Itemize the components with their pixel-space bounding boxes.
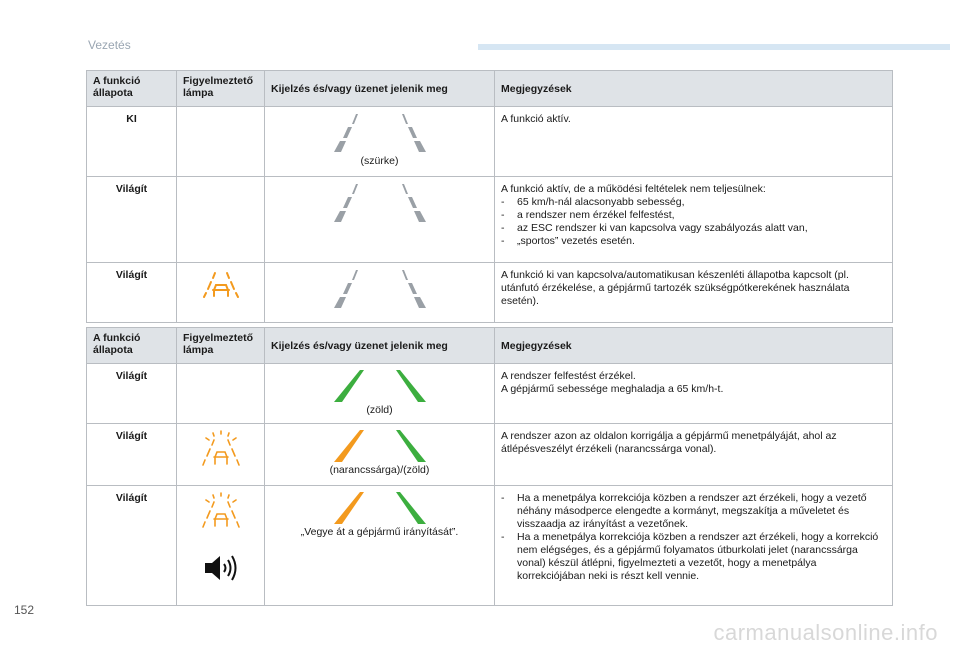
note-text: A funkció aktív. xyxy=(501,113,571,125)
lane-marking-icon xyxy=(320,183,440,223)
list-item: - „sportos” vezetés esetén. xyxy=(501,235,635,247)
display-cell xyxy=(265,364,495,424)
list-item: - Ha a menetpálya korrekciója közben a rendszer azt érzékeli, hogy a vezető néhány másodperce elengedte a kormányt, megszakítja a műveletet és visszaadja az irányítást a vezetőnek. xyxy=(501,492,867,530)
table-row xyxy=(87,424,893,486)
state-cell: Világít xyxy=(87,424,177,486)
note-text: A funkció aktív, de a működési feltételek nem teljesülnek: xyxy=(501,183,766,195)
state-cell: Világít xyxy=(87,263,177,323)
state-cell: Világít xyxy=(87,486,177,606)
header-lamp: Figyelmeztető lámpa xyxy=(177,328,265,364)
display-caption: „Vegye át a gépjármű irányítását”. xyxy=(300,526,459,538)
display-caption: (zöld) xyxy=(366,404,393,416)
header-display: Kijelzés és/vagy üzenet jelenik meg xyxy=(265,71,495,107)
lane-keeping-warning-icon xyxy=(201,492,241,530)
lamp-cell xyxy=(177,107,265,177)
lane-marking-icon xyxy=(320,113,440,153)
note-text: A rendszer azon az oldalon korrigálja a gépjármű menetpályáját, ahol az átlépésveszélyt érzékeli (narancssárga vonal). xyxy=(501,430,837,455)
notes-cell xyxy=(495,263,893,323)
function-table-2 xyxy=(86,327,893,606)
display-caption: (szürke) xyxy=(360,155,399,167)
header-state: A funkció állapota xyxy=(87,328,177,364)
table-row xyxy=(87,177,893,263)
lane-marking-icon xyxy=(330,492,430,524)
lane-keeping-warning-icon xyxy=(203,269,239,299)
lamp-cell xyxy=(177,177,265,263)
table-header-row xyxy=(87,328,893,364)
display-cell xyxy=(265,424,495,486)
note-text: A gépjármű sebessége meghaladja a 65 km/h-t. xyxy=(501,383,724,395)
notes-cell xyxy=(495,364,893,424)
list-item: - az ESC rendszer ki van kapcsolva vagy szabályozás alatt van, xyxy=(501,222,808,234)
note-text: A funkció ki van kapcsolva/automatikusan készenléti állapotba kapcsolt (pl. utánfutó érzékelése, a gépjármű tartozék szükségpótkerekének használata esetén). xyxy=(501,269,850,307)
header-state: A funkció állapota xyxy=(87,71,177,107)
table-header-row xyxy=(87,71,893,107)
notes-cell xyxy=(495,486,893,606)
table-row xyxy=(87,486,893,606)
function-table-1 xyxy=(86,70,893,323)
lane-marking-icon xyxy=(320,269,440,309)
page-header-title: Vezetés xyxy=(88,38,131,52)
note-text: A rendszer felfestést érzékel. xyxy=(501,370,636,382)
lamp-cell xyxy=(177,364,265,424)
display-caption: (narancssárga)/(zöld) xyxy=(329,464,430,476)
header-notes: Megjegyzések xyxy=(495,328,893,364)
display-cell xyxy=(265,486,495,606)
header-notes: Megjegyzések xyxy=(495,71,893,107)
state-cell: Világít xyxy=(87,364,177,424)
lamp-cell xyxy=(177,263,265,323)
watermark: carmanualsonline.info xyxy=(713,620,938,645)
header-display: Kijelzés és/vagy üzenet jelenik meg xyxy=(265,328,495,364)
display-cell xyxy=(265,263,495,323)
lane-marking-icon xyxy=(330,430,430,462)
header-lamp: Figyelmeztető lámpa xyxy=(177,71,265,107)
display-cell xyxy=(265,177,495,263)
list-item: - Ha a menetpálya korrekciója közben a rendszer azt érzékeli, hogy a korrekció nem elégséges, és a gépjármű folyamatos útburkolati jelet (narancssárga vonal) készül átlépni, figyelmezteti a vezetőt, hogy a menetpálya korrekciójában neki is részt kell vennie. xyxy=(501,531,879,582)
list-item: - a rendszer nem érzékel felfestést, xyxy=(501,209,675,221)
lamp-cell xyxy=(177,486,265,606)
table-row xyxy=(87,364,893,424)
display-cell xyxy=(265,107,495,177)
notes-cell xyxy=(495,177,893,263)
notes-cell xyxy=(495,424,893,486)
list-item: - 65 km/h-nál alacsonyabb sebesség, xyxy=(501,196,685,208)
page-number: 152 xyxy=(14,603,35,617)
notes-cell xyxy=(495,107,893,177)
table-row xyxy=(87,107,893,177)
header-bar xyxy=(478,44,950,50)
state-cell: Világít xyxy=(87,177,177,263)
lane-keeping-warning-icon xyxy=(201,430,241,468)
lane-marking-icon xyxy=(330,370,430,402)
speaker-sound-icon xyxy=(203,554,239,582)
state-cell: KI xyxy=(87,107,177,177)
lamp-cell xyxy=(177,424,265,486)
table-row xyxy=(87,263,893,323)
